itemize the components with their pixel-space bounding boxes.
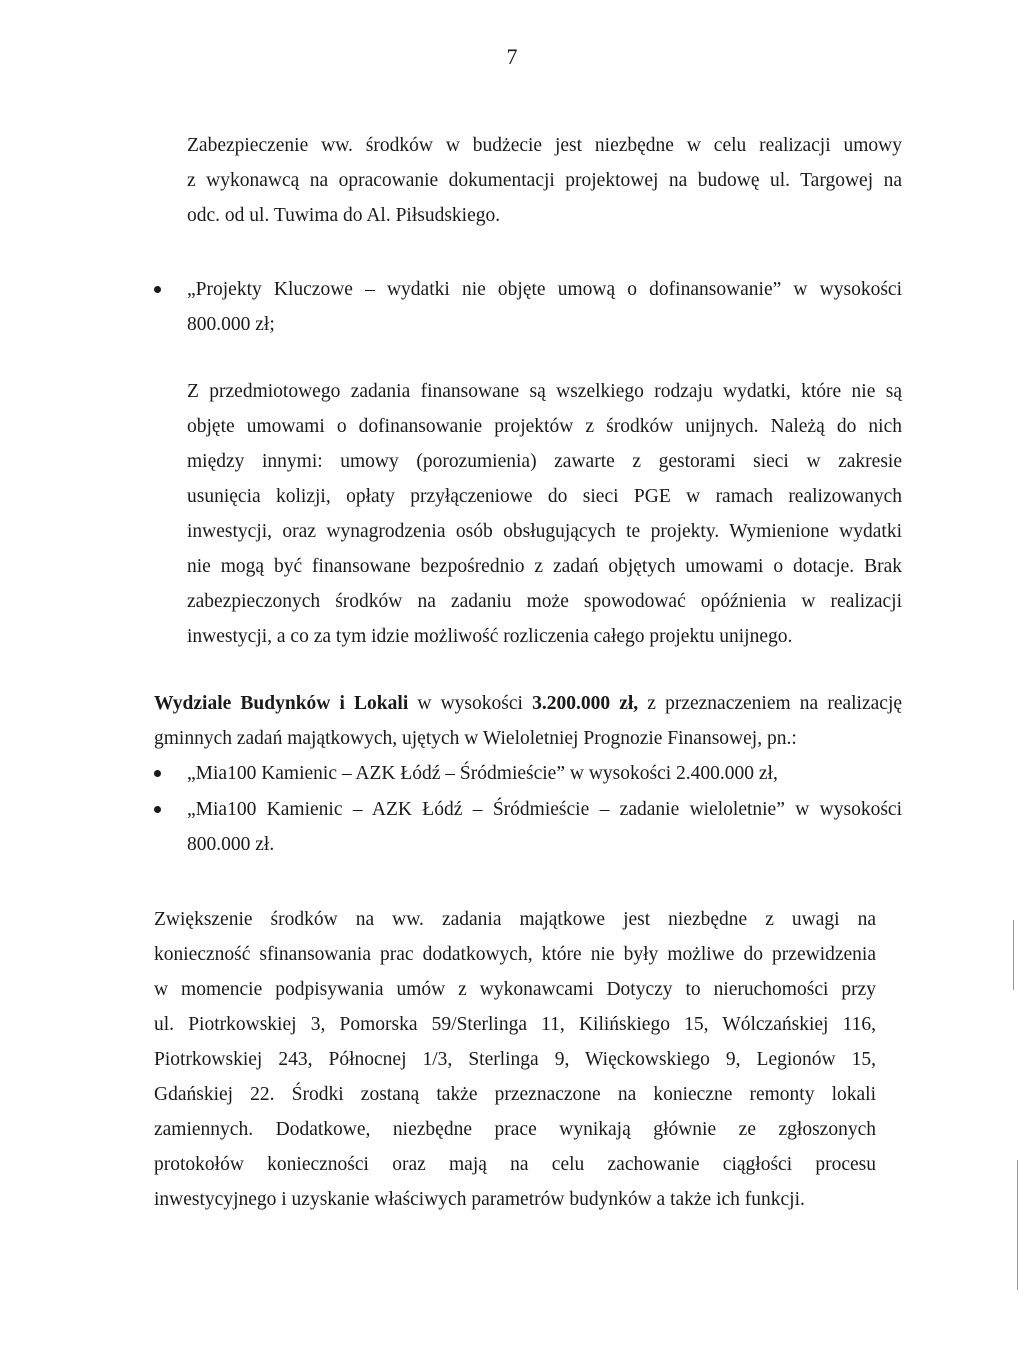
amount-prefix: w wysokości [408,693,533,714]
paragraph-line: odc. od ul. Tuwima do Al. Piłsudskiego. [187,205,501,226]
bullet-line: „Mia100 Kamienic – AZK Łódź – Śródmieście – zadanie wieloletnie” w wysokości [187,799,902,820]
scan-margin-line [1013,920,1014,990]
paragraph-buildings-department [154,686,902,756]
paragraph-line: inwestycyjnego i uzyskanie właściwych parametrów budynków a także ich funkcji. [154,1189,805,1210]
paragraph-funds-increase [154,902,876,1217]
paragraph-line: usunięcia kolizji, opłaty przyłączeniowe do sieci PGE w ramach realizowanych [187,486,902,507]
bullet-item-mia100 [187,756,902,791]
paragraph-line: zabezpieczonych środków na zadaniu może spowodować opóźnienia w realizacji [187,591,902,612]
paragraph-line: Z przedmiotowego zadania finansowane są wszelkiego rodzaju wydatki, które nie są [187,381,902,402]
department-name: Wydziale Budynków i Lokali [154,693,409,714]
page-number: 7 [506,44,518,69]
bullet-icon [154,806,161,813]
paragraph-line: inwestycji, a co za tym idzie możliwość rozliczenia całego projektu unijnego. [187,626,793,647]
purpose-text: z przeznaczeniem na realizację [638,693,903,714]
paragraph-line: Gdańskiej 22. Środki zostaną także przeznaczone na konieczne remonty lokali [154,1084,876,1105]
paragraph-line: zamiennych. Dodatkowe, niezbędne prace wynikają głównie ze zgłoszonych [154,1119,876,1140]
paragraph-line: między innymi: umowy (porozumienia) zawarte z gestorami sieci w zakresie [187,451,902,472]
bullet-icon [154,770,161,777]
bullet-item-key-projects [187,272,902,307]
bullet-line: 800.000 zł; [187,314,275,335]
paragraph-line: inwestycji, oraz wynagrodzenia osób obsługujących te projekty. Wymienione wydatki [187,521,902,542]
scan-margin-line [1017,1160,1018,1290]
bullet-line: „Projekty Kluczowe – wydatki nie objęte umową o dofinansowanie” w wysokości [187,279,902,300]
bullet-item-key-projects-amount [187,307,902,342]
bullet-item-mia100-multiyear [187,792,902,827]
amount-value: 3.200.000 zł, [532,693,639,714]
bullet-item-mia100-multiyear-amount [187,827,902,862]
paragraph-line: protokołów konieczności oraz mają na celu zachowanie ciągłości procesu [154,1154,876,1175]
paragraph-line: Zabezpieczenie ww. środków w budżecie jest niezbędne w celu realizacji umowy [187,135,902,156]
paragraph-line: Zwiększenie środków na ww. zadania majątkowe jest niezbędne z uwagi na [154,909,876,930]
paragraph-security-funds [187,128,902,233]
paragraph-line: gminnych zadań majątkowych, ujętych w Wieloletniej Prognozie Finansowej, pn.: [154,728,797,749]
paragraph-line: objęte umowami o dofinansowanie projektów z środków unijnych. Należą do nich [187,416,902,437]
bullet-icon [154,286,161,293]
paragraph-line: z wykonawcą na opracowanie dokumentacji projektowej na budowę ul. Targowej na [187,170,902,191]
paragraph-line: nie mogą być finansowane bezpośrednio z zadań objętych umowami o dotacje. Brak [187,556,902,577]
paragraph-line [154,686,902,721]
paragraph-key-projects-description [187,374,902,654]
bullet-line: „Mia100 Kamienic – AZK Łódź – Śródmieście” w wysokości 2.400.000 zł, [187,763,778,784]
paragraph-line: konieczność sfinansowania prac dodatkowych, które nie były możliwe do przewidzenia [154,944,876,965]
paragraph-line: w momencie podpisywania umów z wykonawcami Dotyczy to nieruchomości przy [154,979,876,1000]
paragraph-line: Piotrkowskiej 243, Północnej 1/3, Sterlinga 9, Więckowskiego 9, Legionów 15, [154,1049,876,1070]
paragraph-line: ul. Piotrkowskiej 3, Pomorska 59/Sterlinga 11, Kilińskiego 15, Wólczańskiej 116, [154,1014,876,1035]
bullet-line: 800.000 zł. [187,834,275,855]
